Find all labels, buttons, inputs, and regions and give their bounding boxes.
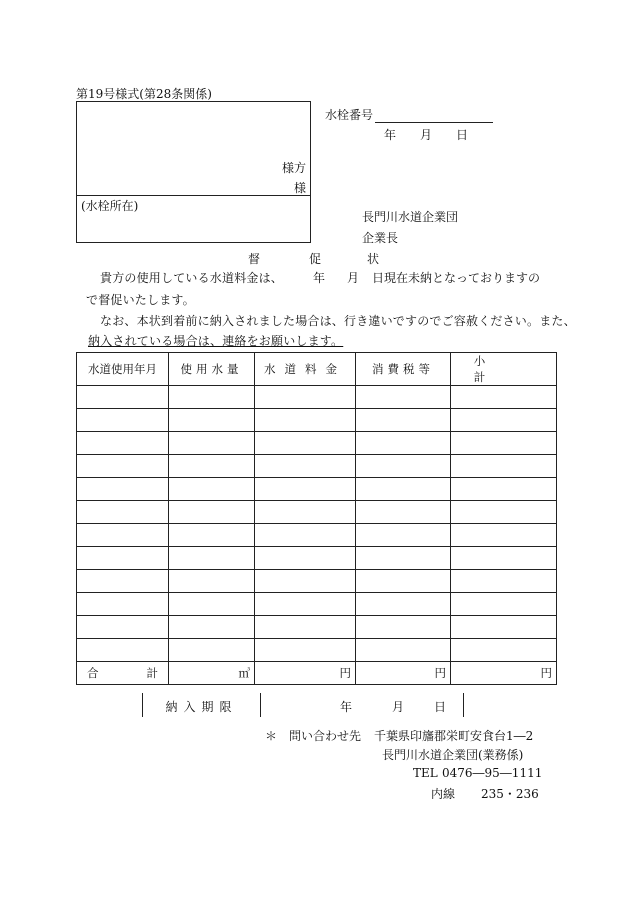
table-row bbox=[77, 386, 557, 409]
table-cell bbox=[356, 570, 451, 593]
table-cell bbox=[169, 432, 255, 455]
table-cell bbox=[77, 524, 169, 547]
table-cell bbox=[169, 409, 255, 432]
table-cell bbox=[77, 432, 169, 455]
table-cell bbox=[255, 432, 356, 455]
body-p2-a: なお、本状到着前に納入されました場合は、行き違いですのでご容赦ください。また、 bbox=[100, 314, 576, 328]
table-cell bbox=[255, 501, 356, 524]
contact-mark: ＊ bbox=[265, 729, 278, 743]
honorific-upper: 様方 bbox=[281, 161, 306, 175]
table-cell bbox=[255, 639, 356, 662]
table-cell bbox=[169, 386, 255, 409]
table-row bbox=[77, 409, 557, 432]
payment-deadline bbox=[142, 693, 464, 717]
issuer-title: 企業長 bbox=[362, 231, 399, 245]
table-cell bbox=[77, 593, 169, 616]
table-cell bbox=[451, 547, 557, 570]
table-cell bbox=[77, 409, 169, 432]
table-row bbox=[77, 547, 557, 570]
table-cell bbox=[451, 639, 557, 662]
honorific-lower: 様 bbox=[293, 181, 306, 195]
deadline-label: 納入期限 bbox=[165, 700, 238, 714]
table-cell bbox=[356, 432, 451, 455]
table-cell bbox=[77, 616, 169, 639]
table-row bbox=[77, 524, 557, 547]
title-char-2: 促 bbox=[309, 252, 322, 266]
body-p1-month: 月 bbox=[347, 271, 360, 285]
table-cell bbox=[255, 616, 356, 639]
table-cell bbox=[451, 570, 557, 593]
table-cell bbox=[451, 593, 557, 616]
table-cell bbox=[356, 593, 451, 616]
body-p1-c: で督促いたします。 bbox=[86, 293, 195, 307]
title-char-3: 状 bbox=[367, 252, 380, 266]
address-divider bbox=[77, 195, 310, 196]
table-cell bbox=[169, 455, 255, 478]
form-number: 第19号様式(第28条関係) bbox=[76, 87, 212, 101]
table-cell bbox=[77, 570, 169, 593]
table-cell bbox=[356, 616, 451, 639]
fee-table bbox=[76, 352, 557, 685]
col-header-usage: 使用水量 bbox=[169, 353, 255, 386]
table-cell bbox=[356, 409, 451, 432]
issuer-org: 長門川水道企業団 bbox=[362, 210, 459, 224]
col-header-subtotal: 小計 bbox=[451, 353, 557, 386]
total-row bbox=[77, 662, 557, 685]
table-cell bbox=[255, 570, 356, 593]
table-row bbox=[77, 639, 557, 662]
col-header-tax: 消費税等 bbox=[356, 353, 451, 386]
table-row bbox=[77, 593, 557, 616]
table-cell bbox=[77, 639, 169, 662]
address-box bbox=[76, 101, 311, 243]
table-cell bbox=[451, 478, 557, 501]
table-cell bbox=[169, 639, 255, 662]
deadline-month: 月 bbox=[392, 700, 405, 714]
contact-label: 問い合わせ先 bbox=[289, 729, 362, 743]
tax-unit: 円 bbox=[356, 662, 451, 685]
table-cell bbox=[169, 570, 255, 593]
table-cell bbox=[451, 432, 557, 455]
table-cell bbox=[356, 386, 451, 409]
body-p1-b: 日現在未納となっておりますの bbox=[372, 271, 541, 285]
table-cell bbox=[451, 501, 557, 524]
table-cell bbox=[451, 386, 557, 409]
table-row bbox=[77, 455, 557, 478]
table-row bbox=[77, 478, 557, 501]
table-cell bbox=[77, 478, 169, 501]
table-cell bbox=[255, 593, 356, 616]
table-cell bbox=[356, 639, 451, 662]
table-cell bbox=[169, 524, 255, 547]
table-cell bbox=[169, 616, 255, 639]
meter-number-label: 水栓番号 bbox=[325, 108, 374, 122]
usage-unit: ㎥ bbox=[169, 662, 255, 685]
col-header-charge: 水道料金 bbox=[255, 353, 356, 386]
col-header-period: 水道使用年月 bbox=[77, 353, 169, 386]
contact-tel: 0476―95―1111 bbox=[442, 766, 543, 780]
table-cell bbox=[255, 547, 356, 570]
table-cell bbox=[356, 547, 451, 570]
table-cell bbox=[255, 478, 356, 501]
title-char-1: 督 bbox=[248, 252, 261, 266]
issue-date-day: 日 bbox=[456, 128, 469, 142]
table-cell bbox=[77, 455, 169, 478]
table-cell bbox=[451, 616, 557, 639]
table-row bbox=[77, 501, 557, 524]
table-cell bbox=[255, 409, 356, 432]
deadline-divider bbox=[260, 693, 261, 717]
body-p2-b: 納入されている場合は、連絡をお願いします。 bbox=[88, 334, 344, 348]
table-cell bbox=[169, 501, 255, 524]
contact-address: 千葉県印旛郡栄町安食台1―2 bbox=[374, 729, 534, 743]
body-p1-year: 年 bbox=[313, 271, 326, 285]
table-cell bbox=[169, 593, 255, 616]
issue-date-year: 年 bbox=[384, 128, 397, 142]
contact-tel-label: TEL bbox=[413, 766, 438, 780]
table-cell bbox=[169, 478, 255, 501]
issue-date-month: 月 bbox=[420, 128, 433, 142]
contact-ext: 235・236 bbox=[481, 787, 539, 801]
charge-unit: 円 bbox=[255, 662, 356, 685]
table-cell bbox=[451, 409, 557, 432]
deadline-year: 年 bbox=[340, 700, 353, 714]
meter-number-blank bbox=[375, 110, 493, 123]
table-cell bbox=[77, 547, 169, 570]
table-cell bbox=[356, 524, 451, 547]
body-p1-a: 貴方の使用している水道料金は、 bbox=[100, 271, 284, 285]
table-cell bbox=[356, 478, 451, 501]
contact-office: 長門川水道企業団(業務係) bbox=[382, 748, 524, 762]
table-cell bbox=[77, 501, 169, 524]
table-cell bbox=[451, 455, 557, 478]
table-cell bbox=[169, 547, 255, 570]
table-cell bbox=[451, 524, 557, 547]
table-cell bbox=[255, 524, 356, 547]
subtotal-unit: 円 bbox=[451, 662, 557, 685]
table-row bbox=[77, 432, 557, 455]
table-row bbox=[77, 570, 557, 593]
table-header-row bbox=[77, 353, 557, 386]
deadline-day: 日 bbox=[434, 700, 447, 714]
meter-number-field bbox=[325, 106, 493, 123]
total-label: 合計 bbox=[77, 662, 169, 685]
table-cell bbox=[255, 386, 356, 409]
table-cell bbox=[255, 455, 356, 478]
table-row bbox=[77, 616, 557, 639]
contact-ext-label: 内線 bbox=[431, 787, 456, 801]
table-cell bbox=[77, 386, 169, 409]
table-cell bbox=[356, 501, 451, 524]
table-cell bbox=[356, 455, 451, 478]
location-label: (水栓所在) bbox=[81, 199, 139, 213]
